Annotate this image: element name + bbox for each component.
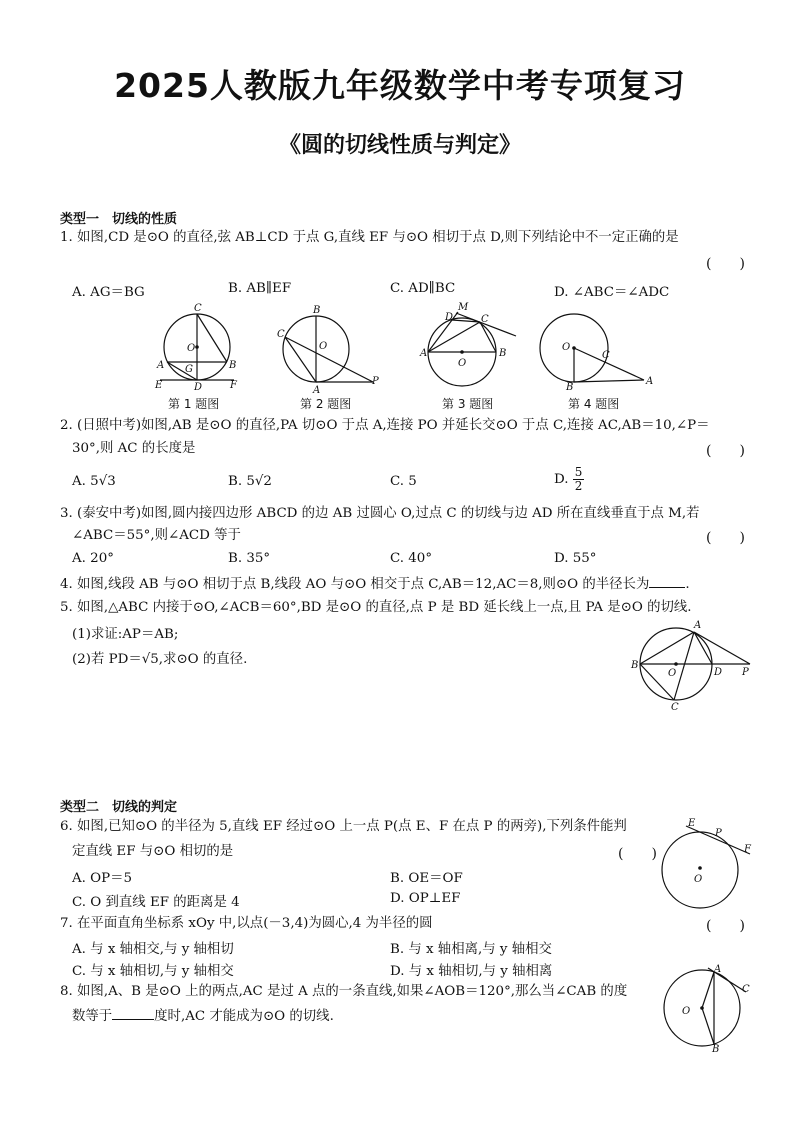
q7-option-d: D. 与 x 轴相切,与 y 轴相离 <box>390 964 553 979</box>
fig6-label-f: F <box>744 844 751 855</box>
fig3-label-m: M <box>458 302 469 313</box>
question-1-stem: 1. 如图,CD 是⊙O 的直径,弦 AB⊥CD 于点 G,直线 EF 与⊙O 相切于点 D,则下列结论中不一定正确的是 <box>60 230 679 245</box>
q3-option-c: C. 40° <box>390 551 433 566</box>
fig3-label-o: O <box>458 358 467 369</box>
section-heading-1: 类型一 切线的性质 <box>60 212 178 227</box>
fig2-label-b: B <box>313 305 321 316</box>
answer-blank-8 <box>112 1007 154 1020</box>
q2-option-d-label: D. <box>554 472 569 487</box>
fig8-label-c: C <box>742 984 750 995</box>
figure-8 <box>656 962 760 1054</box>
figure-1-caption: 第 1 题图 <box>168 397 220 411</box>
question-8-line-2 <box>72 1007 334 1026</box>
question-4-text: 4. 如图,线段 AB 与⊙O 相切于点 B,线段 AO 与⊙O 相交于点 C,AB＝12,AC＝8,则⊙O 的半径长为 <box>60 577 650 592</box>
fig4-label-b: B <box>566 382 574 392</box>
answer-paren-7: ( ) <box>706 918 745 934</box>
fig8-label-a: A <box>714 964 722 975</box>
fig3-label-c: C <box>481 314 489 325</box>
answer-blank-4 <box>649 575 685 588</box>
question-4-end: . <box>685 577 690 592</box>
fig1-label-f: F <box>230 380 237 391</box>
q3-option-d: D. 55° <box>554 551 597 566</box>
answer-paren-6: ( ) <box>618 846 657 862</box>
figure-6 <box>660 816 760 916</box>
q2-option-c: C. 5 <box>390 474 417 489</box>
fig4-label-a: A <box>646 376 654 387</box>
q6-option-d: D. OP⊥EF <box>390 891 461 906</box>
q2-option-d <box>554 466 584 493</box>
section-heading-2: 类型二 切线的判定 <box>60 800 178 815</box>
fig3-label-a: A <box>420 348 428 359</box>
fig3-label-b: B <box>499 348 507 359</box>
fig5-label-o: O <box>668 668 677 679</box>
question-6-line-1: 6. 如图,已知⊙O 的半径为 5,直线 EF 经过⊙O 上一点 P(点 E、F 在点 P 的两旁),下列条件能判 <box>60 819 627 834</box>
fig1-label-g: G <box>185 364 193 375</box>
fig1-label-d: D <box>194 382 203 392</box>
fig8-label-b: B <box>712 1044 720 1054</box>
fig6-label-o: O <box>694 874 703 885</box>
figure-5 <box>628 616 758 712</box>
q2-option-d-fraction: $\frac{5}{2}$ <box>574 465 583 493</box>
figure-3-caption: 第 3 题图 <box>442 397 494 411</box>
q1-option-b: B. AB∥EF <box>228 281 292 296</box>
fig2-label-o: O <box>319 341 328 352</box>
question-6-line-2: 定直线 EF 与⊙O 相切的是 <box>72 844 234 859</box>
q2-option-a: A. 5√3 <box>72 474 116 489</box>
q1-option-c: C. AD∥BC <box>390 281 456 296</box>
figure-4 <box>532 312 662 392</box>
fig2-label-c: C <box>277 329 285 340</box>
page-subtitle: 《圆的切线性质与判定》 <box>278 132 521 158</box>
q3-option-b: B. 35° <box>228 551 271 566</box>
q6-option-c: C. O 到直线 EF 的距离是 4 <box>72 895 240 910</box>
q3-option-a: A. 20° <box>72 551 114 566</box>
fig6-label-p: P <box>715 828 722 839</box>
q6-option-a: A. OP＝5 <box>72 871 133 886</box>
fig8-label-o: O <box>682 1006 691 1017</box>
fig4-label-c: C <box>602 350 610 361</box>
fig1-label-e: E <box>155 380 163 391</box>
question-3-line-2: ∠ABC＝55°,则∠ACD 等于 <box>72 528 241 543</box>
question-8-line-2b: 度时,AC 才能成为⊙O 的切线. <box>154 1009 334 1024</box>
fig1-label-c: C <box>194 303 202 314</box>
question-8-line-1: 8. 如图,A、B 是⊙O 上的两点,AC 是过 A 点的一条直线,如果∠AOB＝120°,那么当∠CAB 的度 <box>60 984 628 999</box>
fig5-label-c: C <box>671 702 679 712</box>
figure-2-caption: 第 2 题图 <box>300 397 352 411</box>
fig1-label-o: O <box>187 343 196 354</box>
figure-1 <box>150 300 242 392</box>
q1-option-a: A. AG＝BG <box>72 285 145 300</box>
question-8-line-2a: 数等于 <box>72 1009 113 1024</box>
fig2-label-a: A <box>313 385 321 395</box>
q6-option-b: B. OE＝OF <box>390 871 463 886</box>
q7-option-b: B. 与 x 轴相离,与 y 轴相交 <box>390 942 552 957</box>
question-3-line-1: 3. (泰安中考)如图,圆内接四边形 ABCD 的边 AB 过圆心 O,过点 C 的切线与边 AD 所在直线垂直于点 M,若 <box>60 506 700 521</box>
fig1-label-a: A <box>157 360 165 371</box>
fig4-label-o: O <box>562 342 571 353</box>
question-5-sub-1: (1)求证:AP＝AB; <box>72 627 179 642</box>
fig2-label-p: P <box>372 376 379 387</box>
answer-paren-1: ( ) <box>706 256 745 272</box>
answer-paren-2: ( ) <box>706 443 745 459</box>
fig3-label-d: D <box>445 312 454 323</box>
question-5-line-1: 5. 如图,△ABC 内接于⊙O,∠ACB＝60°,BD 是⊙O 的直径,点 P 是 BD 延长线上一点,且 PA 是⊙O 的切线. <box>60 600 692 615</box>
q2-option-b: B. 5√2 <box>228 474 272 489</box>
fig5-label-a: A <box>694 620 702 631</box>
question-2-line-2: 30°,则 AC 的长度是 <box>72 441 196 456</box>
question-4 <box>60 575 690 594</box>
figure-2 <box>276 303 386 395</box>
answer-paren-3: ( ) <box>706 530 745 546</box>
figure-4-caption: 第 4 题图 <box>568 397 620 411</box>
fig5-label-d: D <box>714 667 723 678</box>
figure-3 <box>418 300 522 394</box>
q1-option-d: D. ∠ABC＝∠ADC <box>554 285 670 300</box>
fig5-label-p: P <box>742 667 749 678</box>
q7-option-c: C. 与 x 轴相切,与 y 轴相交 <box>72 964 234 979</box>
question-2-line-1: 2. (日照中考)如图,AB 是⊙O 的直径,PA 切⊙O 于点 A,连接 PO 并延长交⊙O 于点 C,连接 AC,AB＝10,∠P＝ <box>60 418 710 433</box>
page-title: 2025人教版九年级数学中考专项复习 <box>114 66 686 105</box>
question-7-stem: 7. 在平面直角坐标系 xOy 中,以点(－3,4)为圆心,4 为半径的圆 <box>60 916 433 931</box>
fig5-label-b: B <box>631 660 639 671</box>
q7-option-a: A. 与 x 轴相交,与 y 轴相切 <box>72 942 234 957</box>
fig1-label-b: B <box>229 360 237 371</box>
fig6-label-e: E <box>688 818 696 829</box>
question-5-sub-2: (2)若 PD＝√5,求⊙O 的直径. <box>72 652 248 667</box>
